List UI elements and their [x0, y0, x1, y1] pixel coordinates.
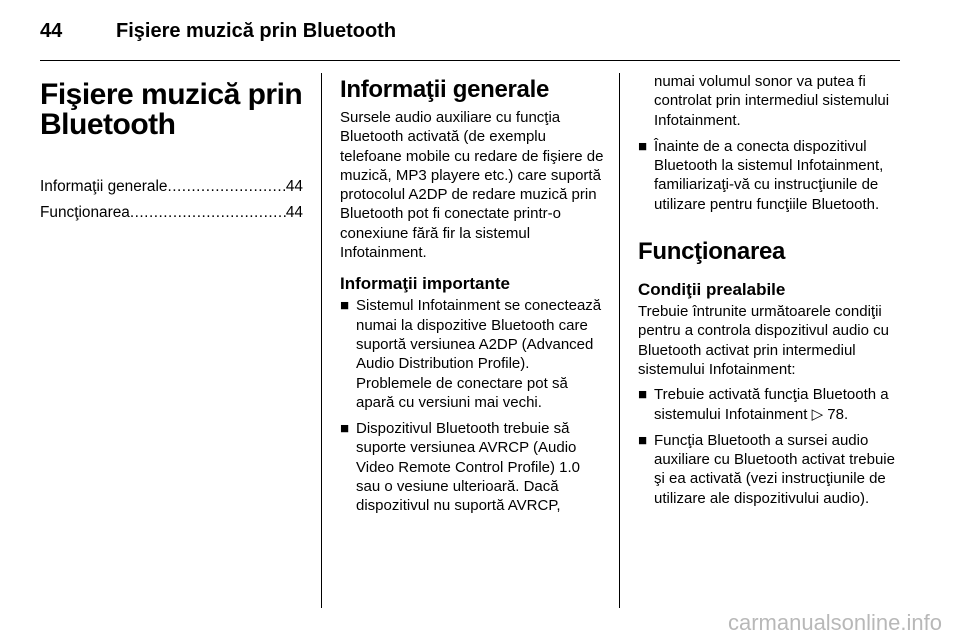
- section-heading-general: Informaţii generale: [340, 76, 550, 103]
- column-divider-1: [321, 73, 322, 608]
- prereq-intro: Trebuie întrunite următoarele condiţii pentru a controla dispozitivul audio cu Bluetooth activat prin intermediul sistemului Infotainment:: [638, 303, 889, 378]
- chapter-title-line1: Fişiere muzică prin: [40, 78, 303, 111]
- toc-page: 44: [285, 178, 303, 195]
- toc: [40, 174, 303, 226]
- page-reference-icon: ▷: [811, 405, 824, 423]
- bullet-icon: ■: [638, 137, 648, 155]
- column-divider-2: [619, 73, 620, 608]
- column-3: [638, 70, 903, 515]
- column-1: [40, 70, 303, 226]
- page-header: [40, 14, 900, 54]
- toc-label: Informaţii generale: [40, 178, 168, 195]
- important-list-continued: [638, 137, 903, 214]
- subheading-important: Informaţii importante: [340, 274, 511, 294]
- list-item-text: Funcţia Bluetooth a sursei audio auxiliare cu Bluetooth activat trebuie şi ea activată (vezi instrucţiunile de utilizare ale dispozitivului audio).: [654, 431, 895, 507]
- bullet-icon: ■: [340, 420, 350, 438]
- list-item: [638, 385, 903, 424]
- chapter-title-line2: Bluetooth: [40, 108, 176, 141]
- list-item: [340, 296, 605, 412]
- page-number: 44: [40, 20, 63, 42]
- toc-label: Funcţionarea: [40, 204, 130, 221]
- important-list: [340, 296, 605, 515]
- bullet-icon: ■: [340, 297, 350, 315]
- toc-entry-general[interactable]: [40, 174, 303, 200]
- list-item-text: Trebuie activată funcţia Bluetooth a sistemului Infotainment: [654, 386, 889, 423]
- page-reference-link[interactable]: 78.: [823, 405, 849, 423]
- list-item-continuation: numai volumul sonor va putea fi controlat prin intermediul sistemului Infotainment.: [654, 73, 890, 129]
- toc-leader: [167, 174, 285, 200]
- chapter-title: [40, 80, 303, 140]
- subheading-prerequisites: Condiţii prealabile: [638, 280, 786, 300]
- toc-leader: [130, 200, 286, 226]
- toc-entry-operation[interactable]: [40, 200, 303, 226]
- toc-page: 44: [285, 204, 303, 221]
- running-title: Fişiere muzică prin Bluetooth: [116, 20, 397, 42]
- header-rule: [40, 60, 900, 61]
- watermark: carmanualsonline.info: [727, 610, 942, 635]
- bullet-icon: ■: [638, 431, 648, 449]
- list-item-text: Dispozitivul Bluetooth trebuie să suporte versiunea AVRCP (Audio Video Remote Control Profile) 1.0 sau o vesiune ulterioară. Dacă dispozitivul nu suportă AVRCP,: [356, 420, 581, 515]
- list-item-text: Sistemul Infotainment se conectează numai la dispozitive Bluetooth care suportă versiunea A2DP (Advanced Audio Distribution Profile). Problemele de conectare pot să apară cu versiuni mai vechi.: [356, 297, 602, 411]
- prereq-list: [638, 385, 903, 508]
- section-heading-operation: Funcţionarea: [638, 238, 786, 266]
- general-intro: Sursele audio auxiliare cu funcţia Bluetooth activată (de exemplu telefoane mobile cu redare de fişiere de muzică, MP3 playere etc.) care suportă protocolul A2DP de redare muzică prin Bluetooth pot fi conectate printr-o conexiune fără fir la sistemul Infotainment.: [340, 109, 604, 262]
- bullet-icon: ■: [638, 386, 648, 404]
- list-item: [638, 431, 903, 508]
- list-item: [340, 419, 605, 515]
- list-item-text: Înainte de a conecta dispozitivul Bluetooth la sistemul Infotainment, familiarizaţi-vă cu instrucţiunile de utilizare pentru funcţiile Bluetooth.: [654, 137, 884, 213]
- column-2: [340, 70, 605, 523]
- list-item: [638, 137, 903, 214]
